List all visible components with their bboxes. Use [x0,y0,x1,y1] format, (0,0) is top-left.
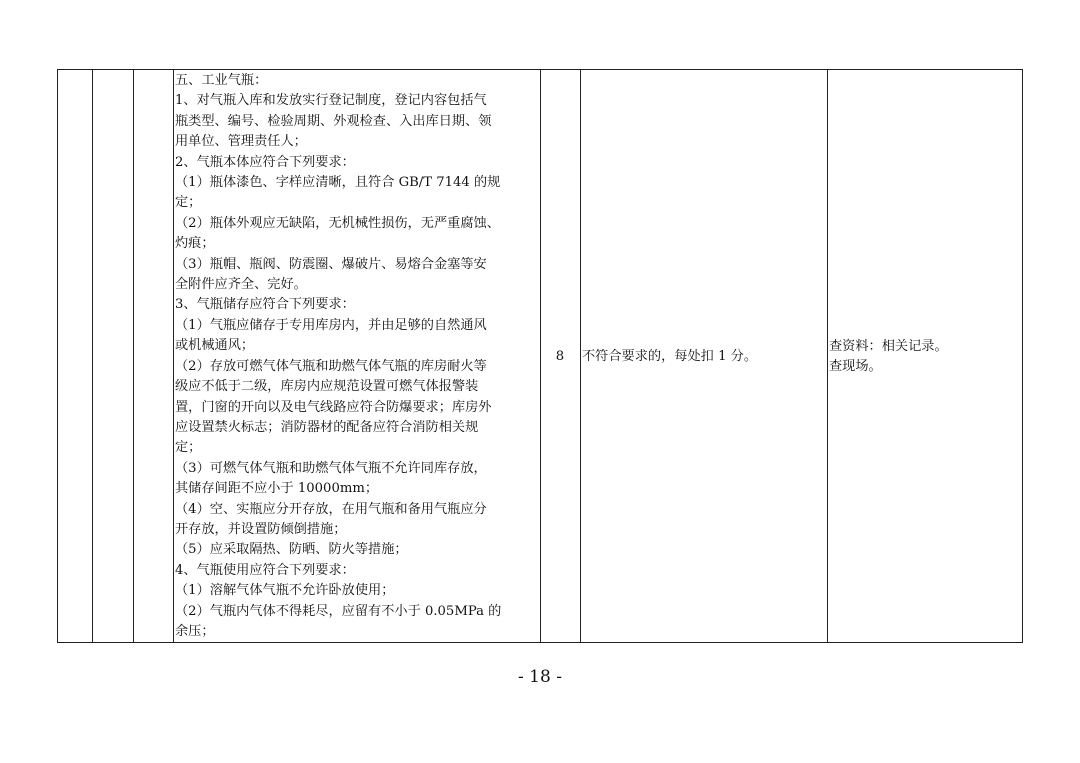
requirement-line: 开存放，并设置防倾倒措施； [175,521,347,537]
requirement-line: 灼痕； [175,236,215,252]
requirement-line: （3）可燃气体气瓶和助燃气体气瓶不允许同库存放， [175,460,487,476]
requirements-cell [174,70,540,644]
requirement-line: （1）瓶体漆色、字样应清晰，且符合 GB/T 7144 的规 [175,175,501,191]
requirement-line: （2）气瓶内气体不得耗尽，应留有不小于 0.05MPa 的 [175,603,502,619]
requirement-line: 应设置禁火标志；消防器材的配备应符合消防相关规 [175,419,479,435]
requirement-line: （3）瓶帽、瓶阀、防震圈、爆破片、易熔合金塞等安 [175,256,487,272]
requirement-line: （5）应采取隔热、防晒、防火等措施； [175,542,408,558]
requirement-line: 全附件应齐全、完好。 [175,277,307,293]
column-divider-5 [580,70,581,642]
requirement-line: 五、工业气瓶： [175,73,268,88]
inspection-table [57,69,1023,643]
inspection-method-cell [829,337,1019,377]
requirement-line: （4）空、实瓶应分开存放，在用气瓶和备用气瓶应分 [175,501,487,517]
requirement-line: 余压； [175,623,215,639]
requirement-line: 其储存间距不应小于 10000mm； [175,481,379,497]
requirement-line: 置，门窗的开向以及电气线路应符合防爆要求；库房外 [175,399,492,415]
requirement-line: （2）瓶体外观应无缺陷，无机械性损伤，无严重腐蚀、 [175,215,500,231]
requirement-line: 用单位、管理责任人； [175,134,307,150]
requirement-line: 3、气瓶储存应符合下列要求： [175,297,355,313]
score-cell: 8 [555,349,565,364]
requirement-line: （1）溶解气体气瓶不允许卧放使用； [175,583,395,599]
requirement-line: 或机械通风； [175,338,255,354]
requirement-line: 定； [175,195,202,211]
column-divider-2 [133,70,134,642]
method-line: 查资料：相关记录。 [829,339,948,354]
requirement-line: （1）气瓶应储存于专用库房内，并由足够的自然通风 [175,317,487,333]
requirement-line: 2、气瓶本体应符合下列要求： [175,154,355,170]
requirement-line: 1、对气瓶入库和发放实行登记制度，登记内容包括气 [175,93,487,109]
requirement-line: 级应不低于二级，库房内应规范设置可燃气体报警装 [175,379,479,395]
column-divider-1 [92,70,93,642]
column-divider-6 [827,70,828,642]
requirement-line: 瓶类型、编号、检验周期、外观检查、入出库日期、领 [175,113,492,129]
scoring-rule-cell: 不符合要求的，每处扣 1 分。 [582,349,758,364]
page-number: - 18 - [518,667,562,687]
requirement-line: 4、气瓶使用应符合下列要求： [175,562,355,578]
requirement-line: 定； [175,440,202,456]
requirement-line: （2）存放可燃气体气瓶和助燃气体气瓶的库房耐火等 [175,358,487,374]
method-line: 查现场。 [829,359,882,374]
